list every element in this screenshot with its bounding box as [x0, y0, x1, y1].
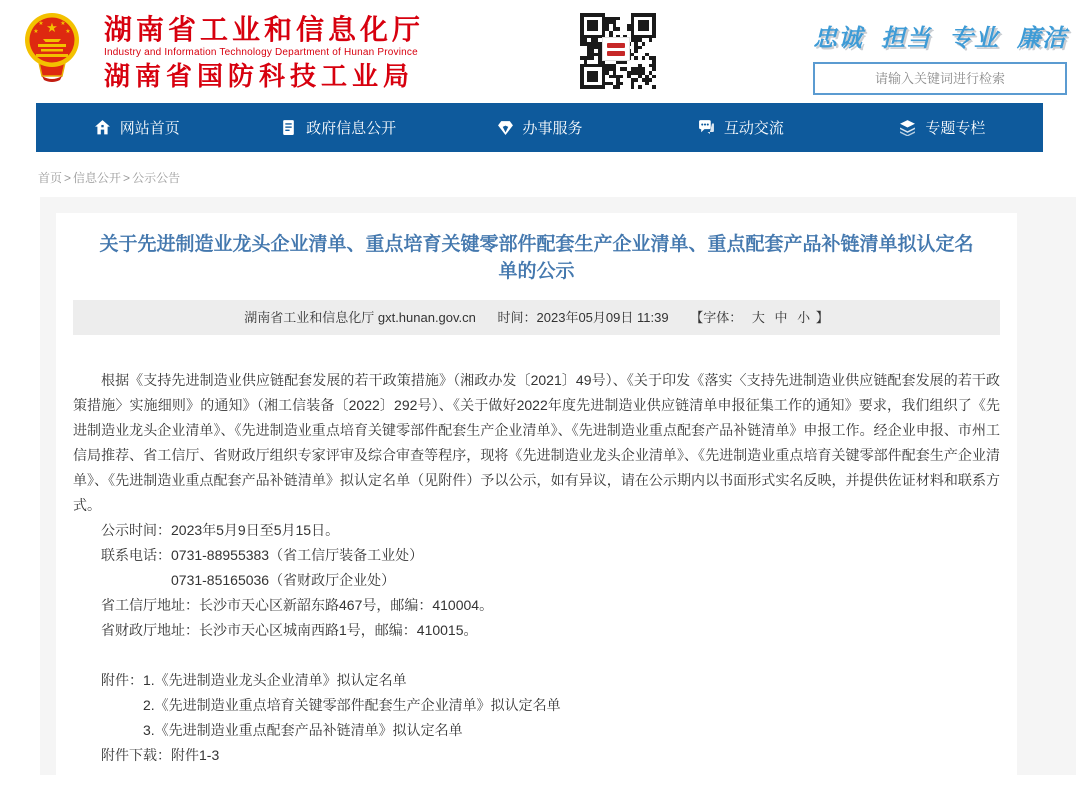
nav-item-label: 专题专栏	[925, 120, 986, 137]
breadcrumb-info-disclosure[interactable]: 信息公开	[73, 171, 122, 185]
nav-item-label: 政府信息公开	[306, 120, 397, 137]
content-panel	[40, 197, 1076, 775]
article-body	[73, 368, 1000, 768]
breadcrumb	[38, 169, 1080, 186]
attachment-item-3: 3.《先进制造业重点配套产品补链清单》拟认定名单	[143, 722, 463, 738]
breadcrumb-public-notices[interactable]: 公示公告	[132, 171, 181, 185]
font-size-large-button[interactable]: 大	[751, 310, 765, 325]
font-size-label: 【字体：	[690, 310, 743, 325]
attachment-item-1: 附件：1.《先进制造业龙头企业清单》拟认定名单	[101, 672, 407, 688]
paragraph-address-2: 省财政厅地址：长沙市天心区城南西路1号，邮编：410015。	[101, 622, 478, 638]
qr-code	[578, 11, 658, 91]
nav-item-label: 网站首页	[119, 120, 180, 137]
paragraph-main: 根据《支持先进制造业供应链配套发展的若干政策措施》（湘政办发〔2021〕49号）、《关于印发《落实〈支持先进制造业供应链配套发展的若干政策措施〉实施细则》的通知》（湘工信装备〔2022〕292号）、《关于做好2022年度先进制造业供应链清单申报征集工作的通知》要求，我们组织了《先进制造业龙头企业清单》、《先进制造业重点培育关键零部件配套生产企业清单》、《先进制造业重点配套产品补链清单》申报工作。经企业申报、市州工信局推荐、省工信厅、省财政厅组织专家评审及综合审查等程序，现将《先进制造业龙头企业清单》、《先进制造业重点培育关键零部件配套生产企业清单》、《先进制造业重点配套产品补链清单》拟认定名单（见附件）予以公示，如有异议，请在公示期内以书面形式实名反映，并提供佐证材料和联系方式。	[73, 372, 1000, 513]
svg-text:★: ★	[38, 21, 44, 27]
article-title: 关于先进制造业龙头企业清单、重点培育关键零部件配套生产企业清单、重点配套产品补链清单拟认定名单的公示	[99, 234, 974, 282]
org-title-cn: 湖南省工业和信息化厅	[104, 14, 425, 45]
slogan-word: 廉洁	[1017, 25, 1067, 52]
slogan-word: 担当	[881, 25, 931, 52]
article-source: 湖南省工业和信息化厅 gxt.hunan.gov.cn	[244, 310, 476, 325]
slogan-word: 专业	[949, 25, 999, 52]
org-title-en: Industry and Information Technology Department of Hunan Province	[104, 47, 418, 58]
article-meta-bar	[73, 300, 1000, 335]
layers-icon	[899, 119, 916, 136]
attachment-download: 附件下载：附件1-3	[101, 747, 220, 763]
nav-item-services[interactable]	[439, 103, 640, 152]
font-size-label-suffix: 】	[815, 310, 829, 325]
national-emblem-logo	[21, 12, 83, 84]
svg-text:★: ★	[33, 29, 39, 35]
article-time: 时间：2023年05月09日 11:39	[497, 310, 669, 325]
org-title-cn2: 湖南省国防科技工业局	[104, 61, 415, 91]
paragraph-address-1: 省工信厅地址：长沙市天心区新韶东路467号，邮编：410004。	[101, 597, 494, 613]
nav-item-home[interactable]	[36, 103, 237, 152]
paragraph-contact-phone-1: 联系电话：0731-88955383（省工信厅装备工业处）	[101, 547, 424, 563]
service-icon	[497, 119, 514, 136]
nav-item-label: 办事服务	[522, 120, 583, 137]
attachment-item-2: 2.《先进制造业重点培育关键零部件配套生产企业清单》拟认定名单	[143, 697, 561, 713]
main-nav	[36, 103, 1043, 152]
slogan	[813, 18, 1067, 53]
article-card	[56, 213, 1017, 775]
slogan-word: 忠诚	[813, 25, 863, 52]
font-size-medium-button[interactable]: 中	[774, 310, 788, 325]
font-size-small-button[interactable]: 小	[797, 310, 811, 325]
paragraph-public-period: 公示时间：2023年5月9日至5月15日。	[101, 522, 340, 538]
org-titles	[104, 14, 424, 92]
svg-text:★: ★	[60, 21, 66, 27]
svg-text:★: ★	[65, 29, 71, 35]
breadcrumb-separator: >	[123, 171, 131, 185]
home-icon	[94, 119, 111, 136]
nav-item-label: 互动交流	[723, 120, 784, 137]
chat-icon	[698, 119, 715, 136]
paragraph-contact-phone-2: 0731-85165036（省财政厅企业处）	[171, 572, 396, 588]
nav-item-interaction[interactable]	[640, 103, 841, 152]
site-header	[0, 0, 1080, 103]
svg-text:★: ★	[46, 20, 58, 35]
search-input[interactable]	[813, 62, 1067, 95]
breadcrumb-home[interactable]: 首页	[38, 171, 63, 185]
breadcrumb-separator: >	[64, 171, 72, 185]
document-icon	[280, 119, 297, 136]
nav-item-gov-info[interactable]	[237, 103, 438, 152]
nav-item-special-columns[interactable]	[842, 103, 1043, 152]
header-right	[813, 18, 1067, 95]
qr-code-center-label	[602, 37, 630, 61]
